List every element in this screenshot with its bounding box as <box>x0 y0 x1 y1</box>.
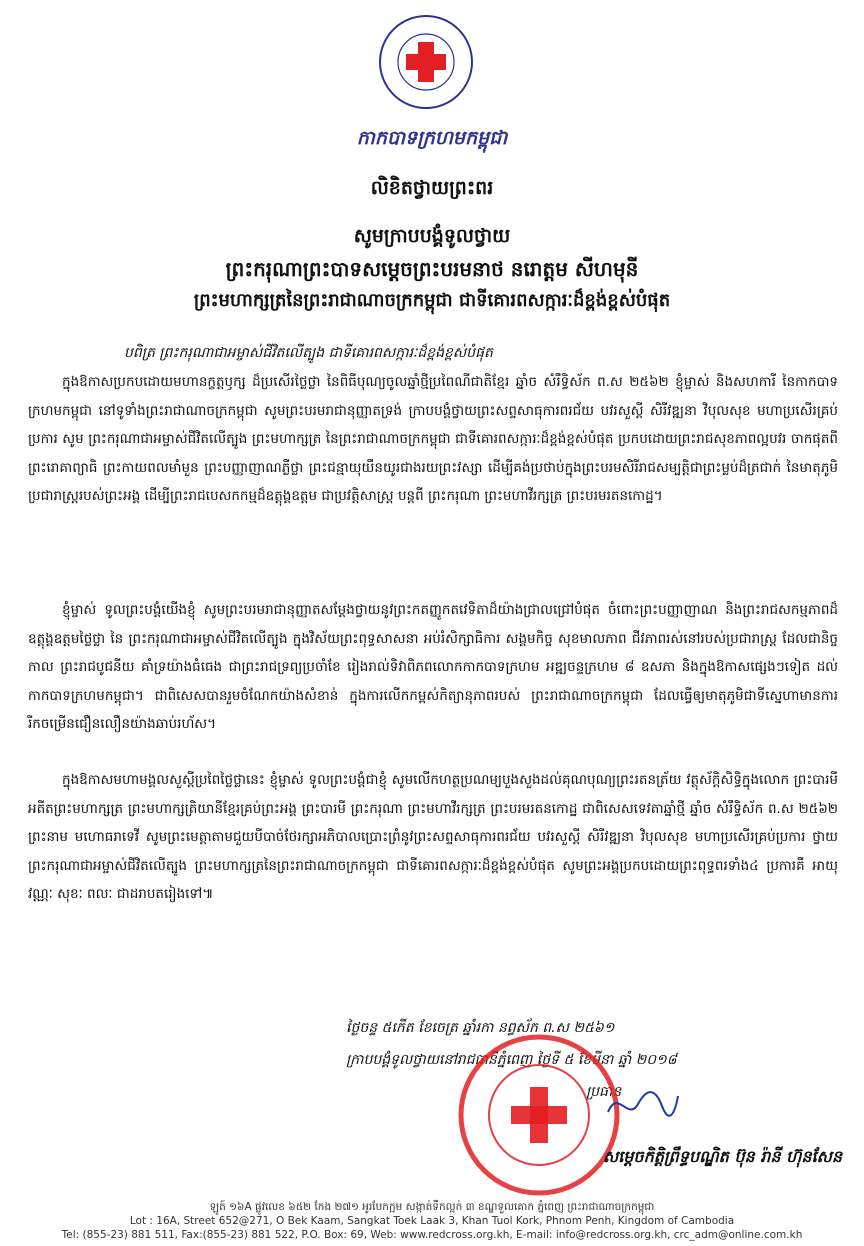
paragraph-1: ក្នុងឱកាសប្រកបដោយមហានក្ខត្តឫក្ស ដ៏ប្រសើរថ្លៃថ្លា នៃពិធីបុណ្យចូលឆ្នាំថ្មីប្រពៃណីជាតិខ្មែរ ឆ្នាំច សំរឹទ្ធិស័ក ព.ស ២៥៦២ ខ្ញុំម្ចាស់ និងសហការី នៃកាកបាទក្រហមកម្ពុជា នៅទូទាំងព្រះរាជាណាចក្រកម្ពុជា សូមព្រះបរមរាជានុញ្ញាតទ្រង់ ក្រាបបង្គំថ្វាយព្រះសព្ទសាធុការពរជ័យ បវរសួស្តី សិរីវឌ្ឍនា វិបុលសុខ មហាប្រសើរគ្រប់ប្រការ សូម ព្រះករុណាជាអម្ចាស់ជីវិតលើត្បូង ព្រះមហាក្សត្រ នៃព្រះរាជាណាចក្រកម្ពុជា ជាទីគោរពសក្ការៈដ៏ខ្ពង់ខ្ពស់បំផុត ប្រកបដោយព្រះរាជសុខភាពល្អបវរ ចាកផុតពីព្រះរោគាព្យាធិ ព្រះកាយពលមាំមួន ព្រះបញ្ញាញាណភ្លឺថ្លា ព្រះជន្មាយុយឺនយូរជាងរយព្រះវស្សា ដើម្បីគង់ប្រថាប់ក្នុងព្រះបរមសិរីរាជសម្បត្តិជាព្រះម្លប់ដ៏ត្រជាក់ នៃមាតុភូមិ ប្រជារាស្ត្ររបស់ព្រះអង្គ ដើម្បីព្រះរាជបេសកកម្មដ៏ឧត្តុង្គឧត្តម ជាប្រវត្តិសាស្ត្រ បន្តពី ព្រះករុណា ព្រះមហាវីរក្សត្រ ព្រះបរមរតនកោដ្ឋ។ <box>28 374 838 504</box>
footer-address-en: Lot : 16A, Street 652@271, O Bek Kaam, Sangkat Toek Laak 3, Khan Tuol Kork, Phnom Penh, Kingdom of Cambodia <box>129 1215 735 1227</box>
red-cross-logo <box>362 12 490 112</box>
title-line-2: ព្រះករុណាព្រះបាទសម្តេចព្រះបរមនាថ នរោត្តម សីហមុនី <box>225 257 639 281</box>
title-line-3: ព្រះមហាក្សត្រនៃព្រះរាជាណាចក្រកម្ពុជា ជាទីគោរពសក្ការៈដ៏ខ្ពង់ខ្ពស់បំផុត <box>193 290 671 311</box>
lunar-date: ថ្ងៃចន្ទ ៥កើត ខែចេត្រ ឆ្នាំរកា នព្វស័ក ព.ស ២៥៦១ <box>346 1020 615 1036</box>
paragraph-2: ខ្ញុំម្ចាស់ ទូលព្រះបង្គំយើងខ្ញុំ សូមព្រះបរមរាជានុញ្ញាតសម្តែងថ្វាយនូវព្រះកតញ្ញូកតវេទិតាដ៏យ៉ាងជ្រាលជ្រៅបំផុត ចំពោះព្រះបញ្ញាញាណ និងព្រះរាជសកម្មភាពដ៏ឧត្តុង្គឧត្តមថ្លៃថ្លា នៃ ព្រះករុណាជាអម្ចាស់ជីវិតលើត្បូង ក្នុងវិស័យព្រះពុទ្ធសាសនា អប់រំសិក្សាធិការ សង្គមកិច្ច សុខមាលភាព ជីវភាពរស់នៅរបស់ប្រជារាស្ត្រ ដែលជានិច្ចកាល ព្រះរាជបូជនីយ គាំទ្រយ៉ាងធំធេង ជាព្រះរាជទ្រព្យប្រចាំខែ រៀងរាល់ទិវាពិភពលោកកាកបាទក្រហម អឌ្ឍចន្ទក្រហម ៨ ឧសភា និងក្នុងឱកាសផ្សេងៗទៀត ដល់កាកបាទក្រហមកម្ពុជា។ ជាពិសេសបានរួមចំណែកយ៉ាងសំខាន់ ក្នុងការលើកកម្ពស់កិត្យានុភាពរបស់ ព្រះរាជាណាចក្រកម្ពុជា ដែលធ្វើឲ្យមាតុភូមិជាទីស្នេហាមានការរីកចម្រើនជឿនលឿនយ៉ាងឆាប់រហ័ស។ <box>28 602 838 732</box>
signer-name: សម្តេចកិត្តិព្រឹទ្ធបណ្ឌិត ប៊ុន រ៉ានី ហ៊ុនសែន <box>602 1147 842 1166</box>
org-name: កាកបាទក្រហមកម្ពុជា <box>356 127 508 149</box>
signature <box>604 1082 680 1126</box>
signer-position: ប្រធាន <box>586 1084 622 1100</box>
red-cross-stamp <box>456 1032 622 1198</box>
paragraph-3: ក្នុងឱកាសមហាមង្គលសួស្តីប្រពៃថ្លៃថ្លានេះ ខ្ញុំម្ចាស់ ទូលព្រះបង្គំជាខ្ញុំ សូមលើកហត្ថប្រណម្យបួងសួងដល់គុណបុណ្យព្រះរតនត្រ័យ វត្ថុស័ក្តិសិទ្ធិក្នុងលោក ព្រះបារមីអតីតព្រះមហាក្សត្រ ព្រះមហាក្សត្រិយានីខ្មែរគ្រប់ព្រះអង្គ ព្រះបារមី ព្រះករុណា ព្រះមហាវីរក្សត្រ ព្រះបរមរតនកោដ្ឋ ជាពិសេសទេវតាឆ្នាំថ្មី ឆ្នាំច សំរឹទ្ធិស័ក ព.ស ២៥៦២ ព្រះនាម មហោធរាទេវី សូមព្រះមេត្តាតាមជួយបីបាច់ថែរក្សាអភិបាលប្រោះព្រំនូវព្រះសព្ទសាធុការពរជ័យ បវរសួស្តី សិរីវឌ្ឍនា វិបុលសុខ មហាប្រសើរគ្រប់ប្រការ ថ្វាយ ព្រះករុណាជាអម្ចាស់ជីវិតលើត្បូង ព្រះមហាក្សត្រនៃព្រះរាជាណាចក្រកម្ពុជា ជាទីគោរពសក្ការៈដ៏ខ្ពង់ខ្ពស់បំផុត សូមព្រះអង្គប្រកបដោយព្រះពុទ្ធពរទាំង៤ ប្រការគឺ អាយុ វណ្ណៈ សុខៈ ពលៈ ជាដរាបតរៀងទៅ៕ <box>28 772 838 902</box>
title-line-1: សូមក្រាបបង្គំទូលថ្វាយ <box>353 225 511 247</box>
document-type: លិខិតថ្វាយព្រះពរ <box>370 177 494 199</box>
salutation: បពិត្រ ព្រះករុណាជាអម្ចាស់ជីវិតលើត្បូង ជាទីគោរពសក្ការៈដ៏ខ្ពង់ខ្ពស់បំផុត <box>124 345 493 361</box>
footer-contact: Tel: (855-23) 881 511, Fax:(855-23) 881 522, P.O. Box: 69, Web: www.redcross.org.kh, E-mail: info@redcross.org.kh, crc_adm@online.com.kh <box>61 1229 803 1241</box>
footer <box>0 1200 864 1242</box>
solar-date: ក្រាបបង្គំទូលថ្វាយនៅរាជធានីភ្នំពេញ ថ្ងៃទី ៥ ខែមីនា ឆ្នាំ ២០១៨ <box>346 1052 677 1068</box>
footer-address-km: ឡូត៍ ១៦A ផ្លូវលេខ ៦៥២ កែង ២៧១ អូរបែកក្អម សង្កាត់ទឹកល្អក់ ៣ ខណ្ឌទួលគោក ភ្នំពេញ ព្រះរាជាណាចក្រកម្ពុជា <box>209 1201 655 1213</box>
